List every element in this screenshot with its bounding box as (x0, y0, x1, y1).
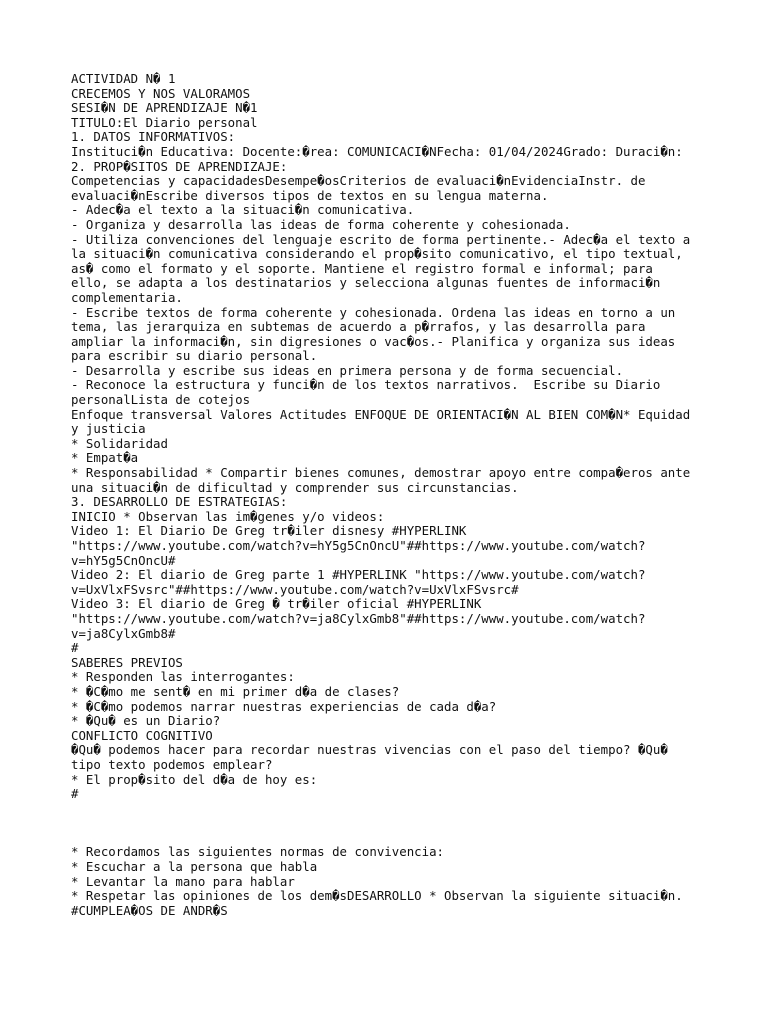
document-line: evaluaci�nEscribe diversos tipos de textos en su lengua materna. (71, 187, 549, 203)
document-line: Enfoque transversal Valores Actitudes ENFOQUE DE ORIENTACI�N AL BIEN COM�N* Equidad (71, 406, 691, 422)
document-line: 3. DESARROLLO DE ESTRATEGIAS: (71, 494, 288, 510)
document-line: * Empat�a (71, 450, 139, 466)
document-line: * Responsabilidad * Compartir bienes comunes, demostrar apoyo entre compa�eros ante (71, 465, 691, 481)
document-line: la situaci�n comunicativa considerando el prop�sito comunicativo, el tipo textual, (71, 246, 683, 262)
document-line: 1. DATOS INFORMATIVOS: (71, 129, 236, 145)
document-line: - Desarrolla y escribe sus ideas en primera persona y de forma secuencial. (71, 362, 624, 378)
document-line: * �C�mo podemos narrar nuestras experiencias de cada d�a? (71, 698, 497, 714)
document-line: - Reconoce la estructura y funci�n de los textos narrativos. Escribe su Diario (71, 377, 661, 393)
document-line: Video 1: El Diario De Greg tr�iler disnesy #HYPERLINK (71, 523, 467, 539)
document-line: v=hY5g5CnOncU# (71, 552, 176, 568)
document-line: TITULO:El Diario personal (71, 114, 258, 130)
document-line: - Organiza y desarrolla las ideas de forma coherente y cohesionada. (71, 216, 571, 232)
document-line: # (71, 640, 79, 656)
document-line: * Escuchar a la persona que habla (71, 859, 318, 875)
document-line: y justicia (71, 421, 146, 437)
document-line: SESI�N DE APRENDIZAJE N�1 (71, 100, 258, 116)
document-line (71, 831, 711, 846)
document-line: * �Qu� es un Diario? (71, 713, 221, 729)
document-body (71, 72, 711, 918)
document-line: - Escribe textos de forma coherente y cohesionada. Ordena las ideas en torno a un (71, 304, 676, 320)
document-line: �Qu� podemos hacer para recordar nuestras vivencias con el paso del tiempo? �Qu� (71, 742, 668, 758)
document-line: * El prop�sito del d�a de hoy es: (71, 771, 318, 787)
document-line: v=UxVlxFSvsrc"##https://www.youtube.com/watch?v=UxVlxFSvsrc# (71, 581, 519, 597)
document-line: v=ja8CylxGmb8# (71, 625, 176, 641)
document-line: - Utiliza convenciones del lenguaje escrito de forma pertinente.- Adec�a el texto a (71, 231, 691, 247)
document-line: SABERES PREVIOS (71, 654, 183, 670)
document-line: Instituci�n Educativa: Docente:�rea: COMUNICACI�NFecha: 01/04/2024Grado: Duraci�n: (71, 143, 683, 159)
document-line: para escribir su diario personal. (71, 348, 318, 364)
document-line: CONFLICTO COGNITIVO (71, 727, 213, 743)
document-line (71, 816, 711, 831)
document-line: * Responden las interrogantes: (71, 669, 295, 685)
document-line (71, 802, 711, 817)
document-line: tema, las jerarquiza en subtemas de acuerdo a p�rrafos, y las desarrolla para (71, 319, 646, 335)
document-line: * Solidaridad (71, 435, 168, 451)
document-line: # (71, 786, 79, 802)
document-line: as� como el formato y el soporte. Mantiene el registro formal e informal; para (71, 260, 653, 276)
document-line: * Levantar la mano para hablar (71, 873, 295, 889)
document-line: complementaria. (71, 289, 183, 305)
document-line: "https://www.youtube.com/watch?v=hY5g5CnOncU"##https://www.youtube.com/watch? (71, 538, 646, 553)
document-line: * Recordamos las siguientes normas de convivencia: (71, 844, 444, 860)
document-line: ello, se adapta a los destinatarios y selecciona algunas fuentes de informaci�n (71, 275, 661, 291)
document-line: CRECEMOS Y NOS VALORAMOS (71, 85, 251, 101)
document-line: personalLista de cotejos (71, 392, 251, 408)
document-line: INICIO * Observan las im�genes y/o videos: (71, 508, 385, 524)
document-line: ACTIVIDAD N� 1 (71, 71, 176, 86)
document-line: tipo texto podemos emplear? (71, 756, 273, 772)
document-line: Video 2: El diario de Greg parte 1 #HYPERLINK "https://www.youtube.com/watch? (71, 567, 646, 583)
document-line: * �C�mo me sent� en mi primer d�a de clases? (71, 683, 400, 699)
document-line: * Respetar las opiniones de los dem�sDESARROLLO * Observan la siguiente situaci�n. (71, 888, 683, 904)
document-line: ampliar la informaci�n, sin digresiones o vac�os.- Planifica y organiza sus ideas (71, 333, 676, 349)
document-line: #CUMPLEA�OS DE ANDR�S (71, 902, 228, 918)
document-line: 2. PROP�SITOS DE APRENDIZAJE: (71, 158, 288, 174)
document-line: una situaci�n de dificultad y comprender sus circunstancias. (71, 479, 519, 495)
document-line: - Adec�a el texto a la situaci�n comunicativa. (71, 202, 415, 218)
document-line: Competencias y capacidadesDesempe�osCriterios de evaluaci�nEvidenciaInstr. de (71, 173, 646, 189)
document-line: "https://www.youtube.com/watch?v=ja8CylxGmb8"##https://www.youtube.com/watch? (71, 610, 646, 626)
document-line: Video 3: El diario de Greg � tr�iler oficial #HYPERLINK (71, 596, 482, 612)
